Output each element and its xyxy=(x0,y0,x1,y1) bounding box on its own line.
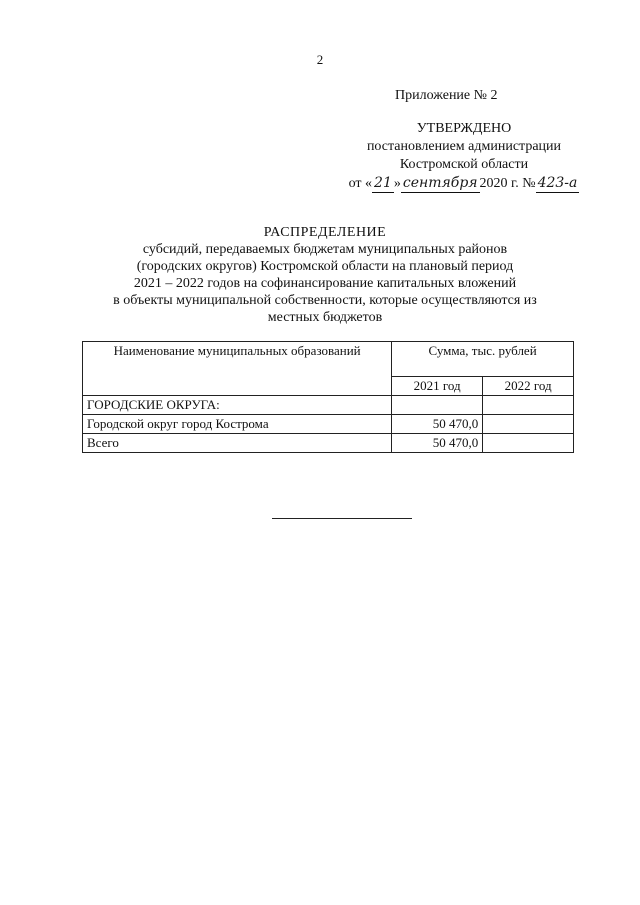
row-value-2022 xyxy=(483,396,574,415)
page-number: 2 xyxy=(316,52,324,67)
header-year-2022: 2022 год xyxy=(483,377,574,396)
header-name: Наименование муниципальных образований xyxy=(83,342,392,396)
table-row xyxy=(83,415,574,434)
title-line: местных бюджетов xyxy=(267,310,383,325)
row-value-2022 xyxy=(483,415,574,434)
header-year-2021: 2021 год xyxy=(392,377,483,396)
row-name: Всего xyxy=(83,434,392,453)
approval-heading: УТВЕРЖДЕНО xyxy=(416,121,512,136)
handwritten-day: 21 xyxy=(374,175,392,191)
row-value-2021: 50 470,0 xyxy=(392,415,483,434)
title-line: в объекты муниципальной собственности, которые осуществляются из xyxy=(113,293,537,308)
date-mid: » xyxy=(393,176,401,191)
title-line: 2021 – 2022 годов на софинансирование капитальных вложений xyxy=(133,276,517,291)
distribution-table xyxy=(82,341,574,453)
approval-block xyxy=(318,120,610,193)
date-year: 2020 г. № xyxy=(479,176,536,191)
document-title: РАСПРЕДЕЛЕНИЕ xyxy=(263,225,387,240)
row-value-2021: 50 470,0 xyxy=(392,434,483,453)
table-row xyxy=(83,434,574,453)
handwritten-number: 423-а xyxy=(537,175,578,191)
title-block xyxy=(80,224,570,326)
closing-line xyxy=(272,518,412,519)
header-sum: Сумма, тыс. рублей xyxy=(392,342,574,377)
approval-line2: Костромской области xyxy=(399,157,529,172)
title-line: (городских округов) Костромской области на плановый период xyxy=(136,259,514,274)
title-line: субсидий, передаваемых бюджетам муниципальных районов xyxy=(142,242,508,257)
row-name: Городской округ город Кострома xyxy=(83,415,392,434)
row-value-2021 xyxy=(392,396,483,415)
appendix-label: Приложение № 2 xyxy=(395,88,498,103)
approval-date xyxy=(349,174,580,193)
approval-line1: постановлением администрации xyxy=(366,139,562,154)
row-name: ГОРОДСКИЕ ОКРУГА: xyxy=(83,396,392,415)
handwritten-month: сентября xyxy=(402,175,478,191)
table-row xyxy=(83,396,574,415)
date-prefix: от « xyxy=(348,176,373,191)
row-value-2022 xyxy=(483,434,574,453)
table-header-row xyxy=(83,342,574,377)
